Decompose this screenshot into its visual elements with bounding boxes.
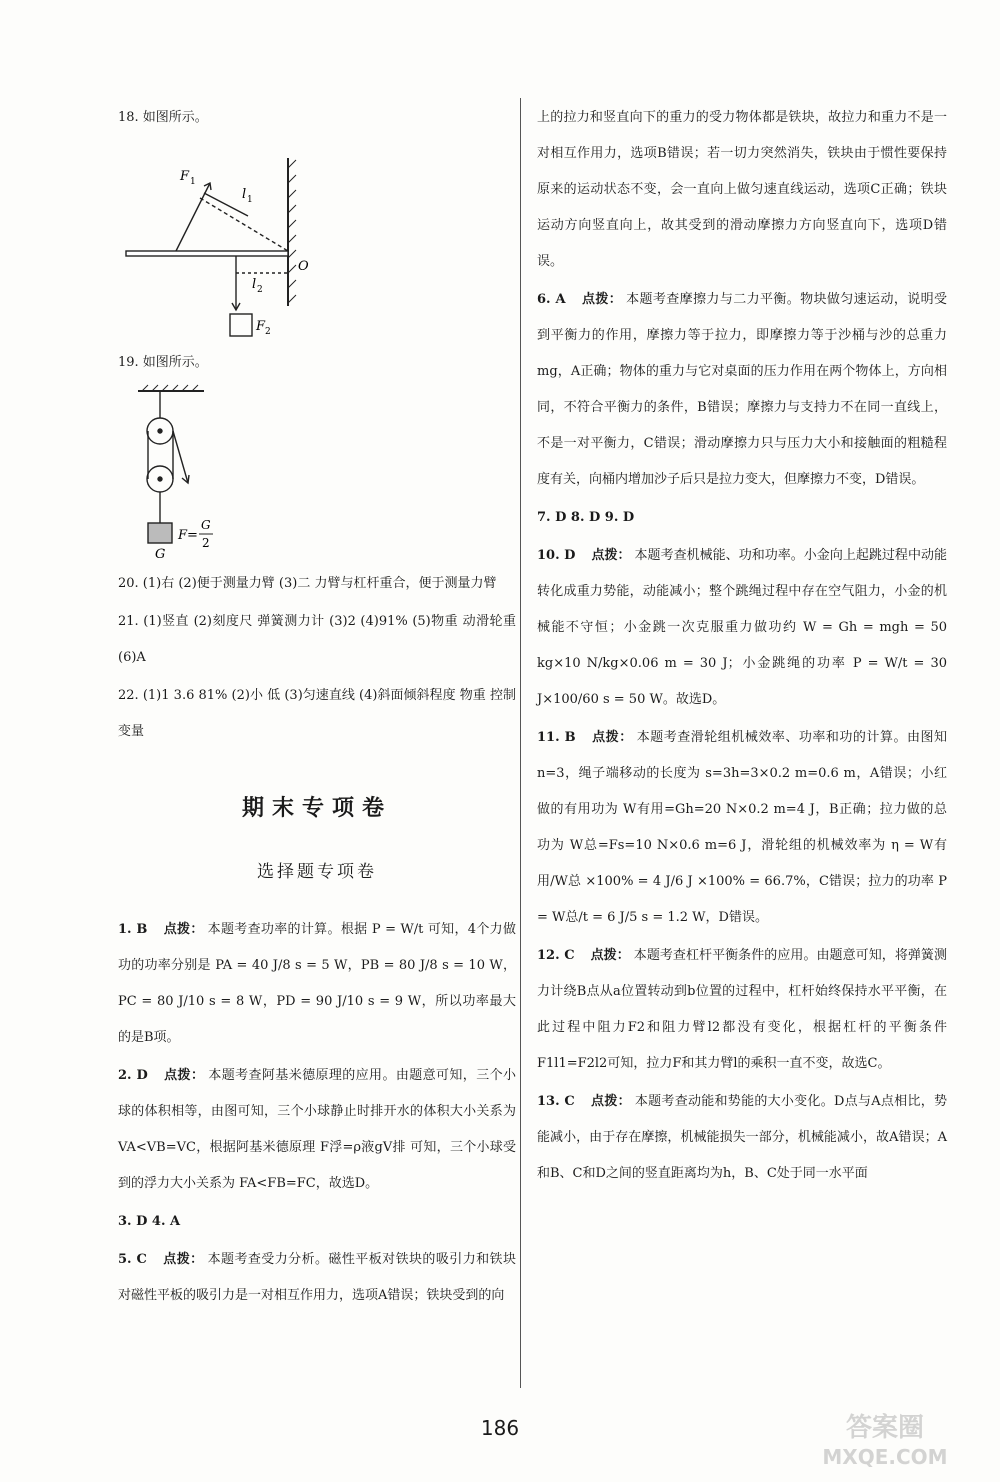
question-6-tip: 点拨： — [581, 292, 623, 307]
question-1-answer: 1. B — [118, 922, 148, 937]
l1-sub: 1 — [247, 195, 253, 205]
f2-sub: 2 — [265, 327, 271, 337]
subsection-title: 选择题专项卷 — [257, 862, 377, 882]
question-22: 22. (1)1 3.6 81% (2)小 低 (3)匀速直线 (4)斜面倾斜程度 物重 控制变量 — [118, 688, 516, 739]
f2-label: F — [256, 319, 266, 334]
question-13-answer: 13. C — [537, 1094, 575, 1109]
question-5-answer: 5. C — [118, 1252, 147, 1267]
left-column — [118, 100, 516, 1316]
watermark-logo — [790, 1406, 980, 1472]
question-1-text: 本题考查功率的计算。根据 P = W/t 可知，4个力做功的功率分别是 PA = 40 J/8 s = 5 W，PB = 80 J/8 s = 10 W，PC = 80 J/10 s = 8 W，PD = 90 J/10 s = 9 W，所以功率最大的是B项。 — [118, 922, 516, 1045]
question-5-tip: 点拨： — [162, 1252, 204, 1267]
column-divider — [520, 98, 521, 1388]
formula-f-label: F= — [178, 528, 198, 543]
l2-sub: 2 — [257, 285, 263, 295]
f1-sub: 1 — [190, 177, 196, 187]
formula-denominator: 2 — [202, 536, 210, 550]
question-5-text: 本题考查受力分析。磁性平板对铁块的吸引力和铁块对磁性平板的吸引力是一对相互作用力，选项A错误；铁块受到的向 — [118, 1252, 516, 1303]
question-1-tip: 点拨： — [163, 922, 204, 937]
question-2-text: 本题考查阿基米德原理的应用。由题意可知，三个小球的体积相等，由图可知，三个小球静止时排开水的体积大小关系为 VA<VB=VC，根据阿基米德原理 F浮=ρ液gV排 可知，三个小球受到的浮力大小关系为 FA<FB=FC，故选D。 — [118, 1068, 516, 1191]
o-label: O — [298, 259, 309, 274]
question-2 — [118, 1058, 516, 1202]
watermark-top: 答案圈 — [845, 1413, 925, 1443]
question-12-text: 本题考查杠杆平衡条件的应用。由题意可知，将弹簧测力计绕B点从a位置转动到b位置的过程中，杠杆始终保持水平平衡，在此过程中阻力F2和阻力臂l2都没有变化，根据杠杆的平衡条件F1l1=F2l2可知，拉力F和其力臂l的乘积一直不变，故选C。 — [537, 948, 947, 1071]
question-11-answer: 11. B — [537, 730, 576, 745]
question-12-tip: 点拨： — [590, 948, 630, 963]
section-title: 期末专项卷 — [241, 795, 392, 821]
question-6-answer: 6. A — [537, 292, 566, 307]
question-5 — [118, 1242, 516, 1314]
right-column — [537, 100, 947, 1194]
question-18: 18. 如图所示。 — [118, 110, 208, 125]
page-number: 186 — [480, 1416, 520, 1440]
l1-label: l — [242, 187, 247, 202]
lever-figure — [118, 138, 318, 337]
question-2-tip: 点拨： — [163, 1068, 205, 1083]
question-13 — [537, 1084, 947, 1192]
question-10-text: 本题考查机械能、功和功率。小金向上起跳过程中动能转化成重力势能，动能减小；整个跳绳过程中存在空气阻力，小金的机械能不守恒；小金跳一次克服重力做功约 W = Gh = mgh = 50 kg×10 N/kg×0.06 m = 30 J；小金跳绳的功率 P = W/t = 30 J×100/60 s = 50 W。故选D。 — [537, 548, 947, 707]
question-5-continued: 上的拉力和竖直向下的重力的受力物体都是铁块，故拉力和重力不是一对相互作用力，选项B错误；若一切力突然消失，铁块由于惯性要保持原来的运动状态不变，会一直向上做匀速直线运动，选项C正确；铁块运动方向竖直向上，故其受到的滑动摩擦力方向竖直向下，选项D错误。 — [537, 110, 947, 269]
question-11-text: 本题考查滑轮组机械效率、功率和功的计算。由图知 n=3，绳子端移动的长度为 s=3h=3×0.2 m=0.6 m，A错误；小红做的有用功为 W有用=Gh=20 N×0.2 m=4 J，B正确；拉力做的总功为 W总=Fs=10 N×0.6 m=6 J，滑轮组的机械效率为 η = W有用/W总 ×100% = 4 J/6 J ×100% = 66.7%，C错误；拉力的功率 P = W总/t = 6 J/5 s = 1.2 W，D错误。 — [537, 730, 947, 925]
question-21: 21. (1)竖直 (2)刻度尺 弹簧测力计 (3)2 (4)91% (5)物重 动滑轮重 (6)A — [118, 614, 516, 665]
g-label: G — [155, 547, 166, 562]
question-6-text: 本题考查摩擦力与二力平衡。物块做匀速运动，说明受到平衡力的作用，摩擦力等于拉力，即摩擦力等于沙桶与沙的总重力mg，A正确；物体的重力与它对桌面的压力作用在两个物体上，方向相同，不符合平衡力的条件，B错误；摩擦力与支持力不在同一直线上，不是一对平衡力，C错误；滑动摩擦力只与压力大小和接触面的粗糙程度有关，向桶内增加沙子后只是拉力变大，但摩擦力不变，D错误。 — [537, 292, 947, 487]
question-11-tip: 点拨： — [591, 730, 633, 745]
questions-7-9: 7. D 8. D 9. D — [537, 510, 635, 525]
formula-numerator: G — [201, 518, 211, 532]
f1-label: F — [180, 169, 190, 184]
question-12 — [537, 938, 947, 1082]
question-13-tip: 点拨： — [590, 1094, 631, 1109]
question-20: 20. (1)右 (2)便于测量力臂 (3)二 力臂与杠杆重合，便于测量力臂 — [118, 576, 497, 591]
question-19: 19. 如图所示。 — [118, 355, 208, 370]
pulley-figure — [118, 383, 248, 562]
question-12-answer: 12. C — [537, 948, 575, 963]
question-10 — [537, 538, 947, 718]
question-2-answer: 2. D — [118, 1068, 148, 1083]
question-10-answer: 10. D — [537, 548, 576, 563]
question-10-tip: 点拨： — [591, 548, 631, 563]
questions-3-4: 3. D 4. A — [118, 1214, 181, 1229]
question-11 — [537, 720, 947, 936]
watermark-bottom: MXQE.COM — [822, 1445, 948, 1469]
question-13-text: 本题考查动能和势能的大小变化。D点与A点相比，势能减小，由于存在摩擦，机械能损失一部分，机械能减小，故A错误；A和B、C和D之间的竖直距离均为h，B、C处于同一水平面 — [537, 1094, 947, 1181]
question-6 — [537, 282, 947, 498]
l2-label: l — [252, 277, 257, 292]
question-1 — [118, 912, 516, 1056]
